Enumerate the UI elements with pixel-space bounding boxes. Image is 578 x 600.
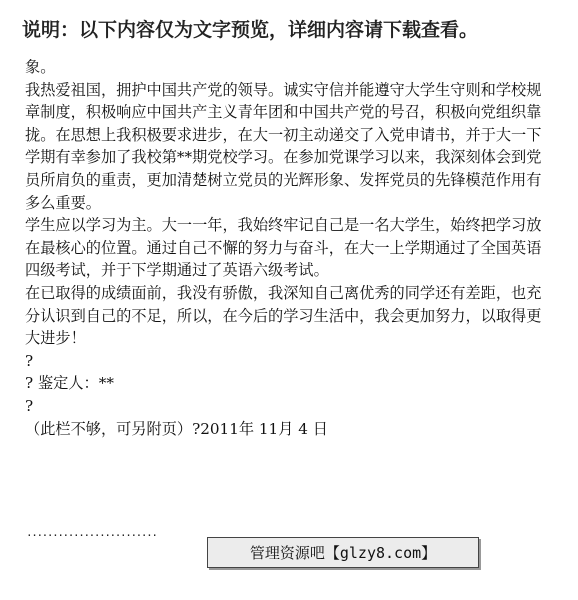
appraiser-line: ? 鉴定人：**: [25, 374, 114, 393]
dotted-separator: ·························: [26, 530, 157, 542]
date-line: （此栏不够，可另附页）?2011年 11月 4 日: [25, 419, 328, 438]
document-body: [25, 56, 545, 440]
paragraph-fragment: 象。: [25, 58, 56, 76]
banner-text: 管理资源吧【glzy8.com】: [249, 544, 437, 562]
paragraph-outlook: 在已取得的成绩面前，我没有骄傲，我深知自己离优秀的同学还有差距，也充分认识到自己的不足，所以，在今后的学习生活中，我会更加努力，以取得更大进步！: [25, 283, 542, 348]
paragraph-patriotism: 我热爱祖国，拥护中国共产党的领导。诚实守信并能遵守大学生守则和学校规章制度，积极响应中国共产主义青年团和中国共产党的号召，积极向党组织靠拢。在思想上我积极要求进步，在大一初主动递交了入党申请书，并于大一下学期有幸参加了我校第**期党校学习。在参加党课学习以来，我深刻体会到党员所肩负的重责，更加清楚树立党员的光辉形象、发挥党员的先锋模范作用有多么重要。: [25, 80, 542, 212]
preview-notice: 说明：以下内容仅为文字预览，详细内容请下载查看。: [22, 19, 479, 41]
placeholder-line: ?: [25, 396, 34, 415]
placeholder-line: ?: [25, 351, 34, 370]
paragraph-study: 学生应以学习为主。大一一年，我始终牢记自己是一名大学生，始终把学习放在最核心的位置。通过自己不懈的努力与奋斗，在大一上学期通过了全国英语四级考试，并于下学期通过了英语六级考试。: [25, 216, 542, 280]
source-banner[interactable]: [207, 537, 479, 568]
